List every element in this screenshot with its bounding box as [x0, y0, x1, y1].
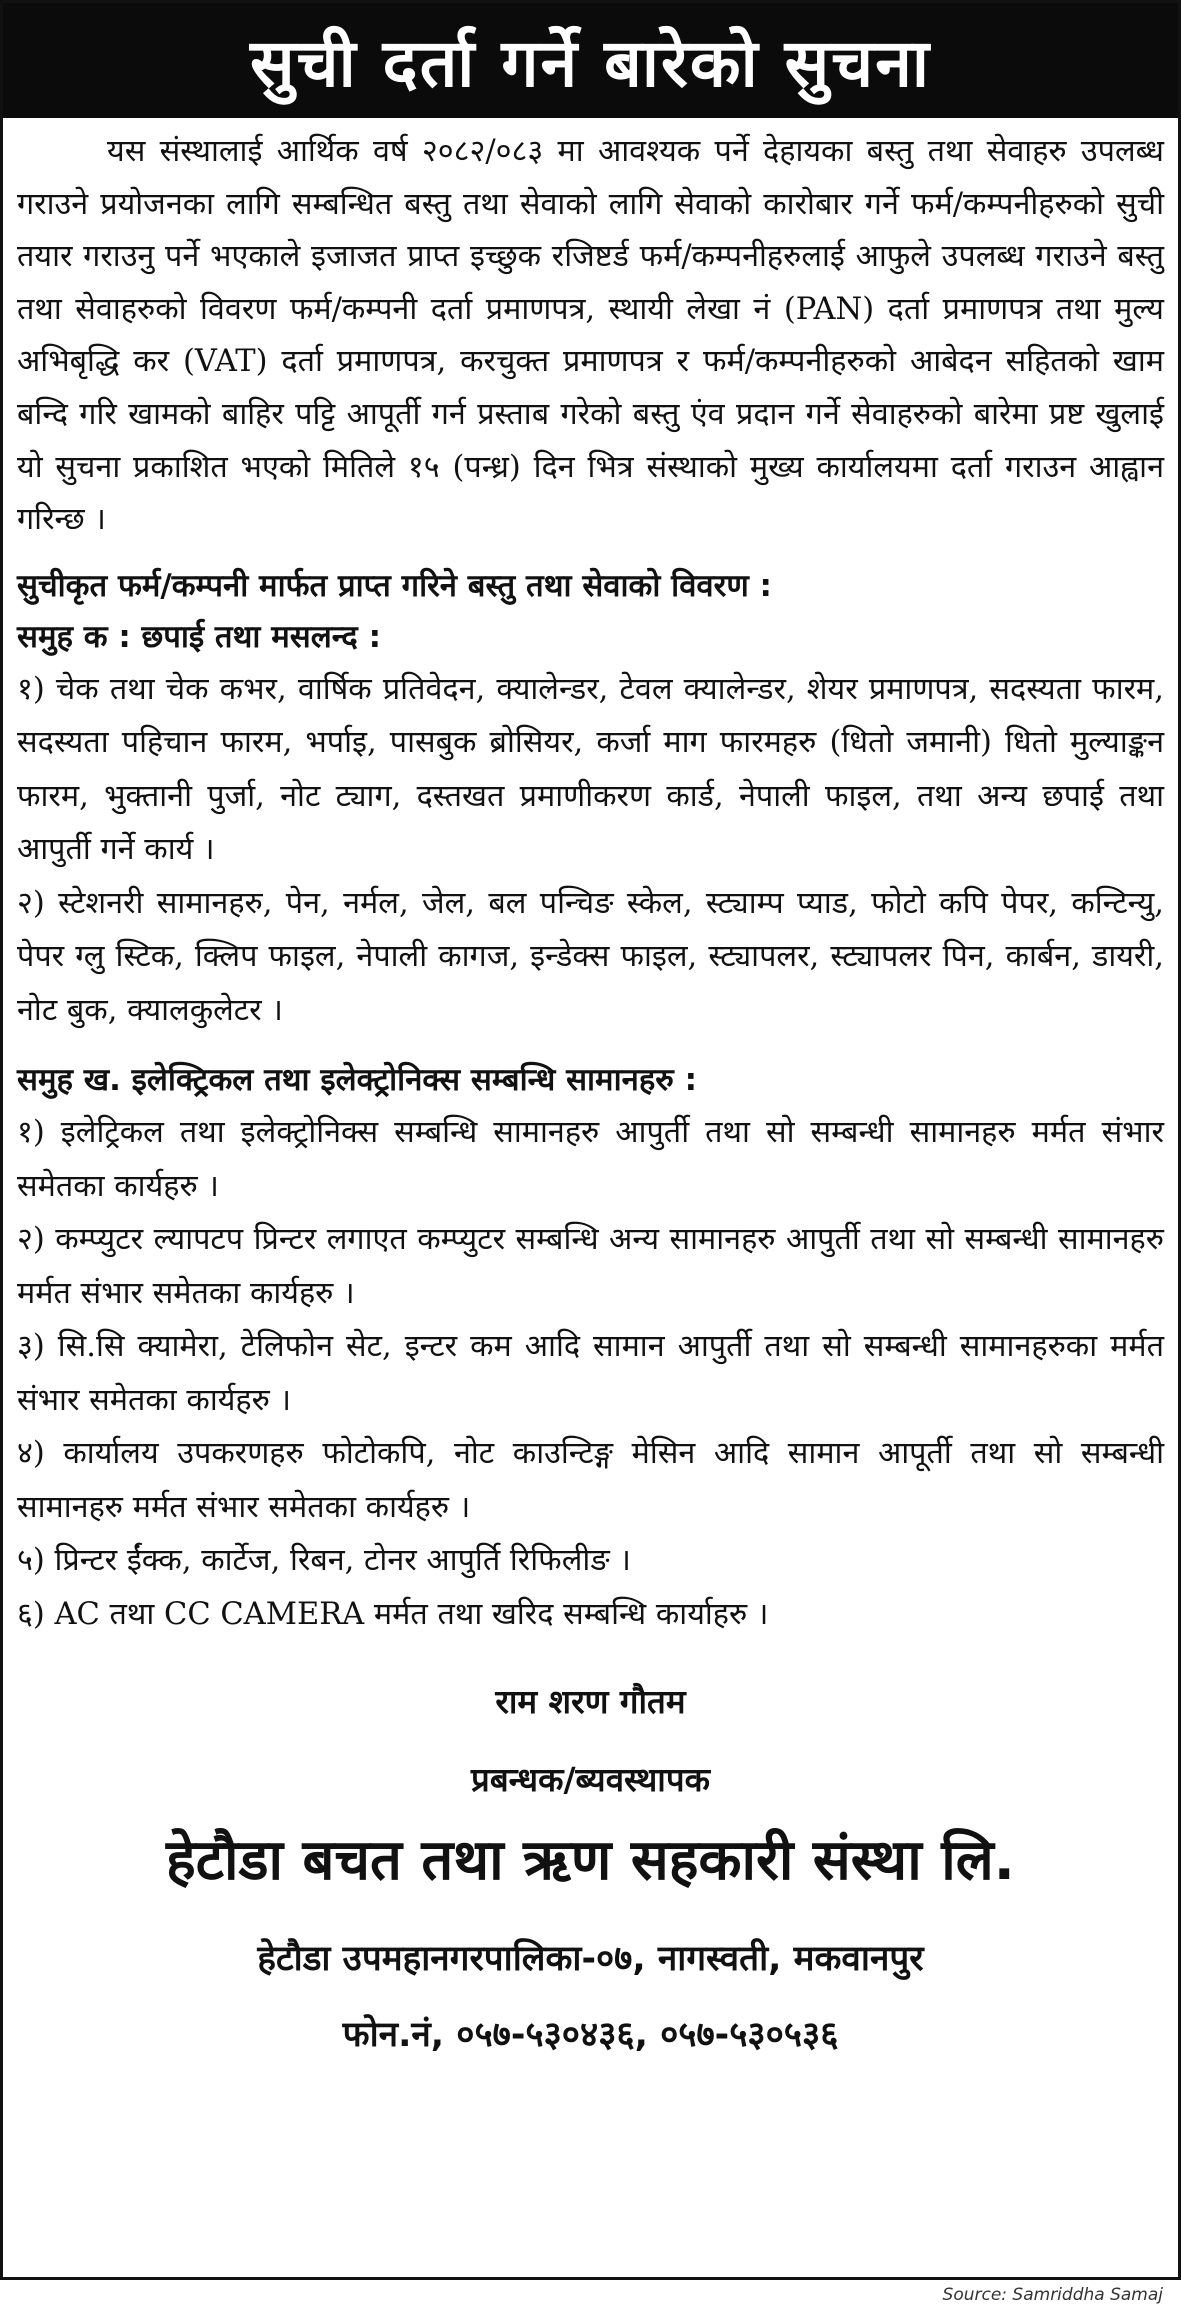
group-a-item-2: २) स्टेशनरी सामानहरु, पेन, नर्मल, जेल, बल पन्चिङ स्केल, स्ट्याम्प प्याड, फोटो कपि पेपर, कन्टिन्यु, पेपर ग्लु स्टिक, क्लिप फाइल, नेपाली कागज, इन्डेक्स फाइल, स्ट्यापलर, स्ट्यापलर पिन, कार्बन, डायरी, नोट बुक, क्यालकुलेटर । — [17, 885, 1164, 1028]
notice-content — [3, 118, 1178, 2063]
intro-paragraph: यस संस्थालाई आर्थिक वर्ष २०८२/०८३ मा आवश्यक पर्ने देहायका बस्तु तथा सेवाहरु उपलब्ध गराउने प्रयोजनका लागि सम्बन्धित बस्तु तथा सेवाको लागि सेवाको कारोबार गर्ने फर्म/कम्पनीहरुको सुची तयार गराउनु पर्ने भएकाले इजाजत प्राप्त इच्छुक रजिष्टर्ड फर्म/कम्पनीहरुलाई आफुले उपलब्ध गराउने बस्तु तथा सेवाहरुको विवरण फर्म/कम्पनी दर्ता प्रमाणपत्र, स्थायी लेखा नं (PAN) दर्ता प्रमाणपत्र तथा मुल्य अभिबृद्धि कर (VAT) दर्ता प्रमाणपत्र, करचुक्त प्रमाणपत्र र फर्म/कम्पनीहरुको आबेदन सहितको खाम बन्दि गरि खामको बाहिर पट्टि आपूर्ती गर्न प्रस्ताब गरेको बस्तु एंव प्रदान गर्ने सेवाहरुको बारेमा प्रष्ट खुलाई यो सुचना प्रकाशित भएको मितिले १५ (पन्ध्र) दिन भित्र संस्थाको मुख्य कार्यालयमा दर्ता गराउन आह्वान गरिन्छ । — [17, 134, 1164, 538]
signatory-name: राम शरण गौतम — [495, 1682, 686, 1722]
group-a-item-1: १) चेक तथा चेक कभर, वार्षिक प्रतिवेदन, क्यालेन्डर, टेवल क्यालेन्डर, शेयर प्रमाणपत्र, सदस्यता फारम, सदस्यता पहिचान फारम, भर्पाइ, पासबुक ब्रोसियर, कर्जा माग फारमहरु (धितो जमानी) धितो मुल्याङ्कन फारम, भुक्तानी पुर्जा, नोट ट्याग, दस्तखत प्रमाणीकरण कार्ड, नेपाली फाइल, तथा अन्य छपाई तथा आपुर्ती गर्ने कार्य । — [17, 671, 1164, 868]
section-heading: सुचीकृत फर्म/कम्पनी मार्फत प्राप्त गरिने बस्तु तथा सेवाको विवरण : — [17, 567, 772, 604]
group-b-item-3: ३) सि.सि क्यामेरा, टेलिफोन सेट, इन्टर कम आदि सामान आपुर्ती तथा सो सम्बन्धी सामानहरुका मर्मत संभार समेतका कार्यहरु । — [17, 1329, 1164, 1418]
group-b-item-6: ६) AC तथा CC CAMERA मर्मत तथा खरिद सम्बन्धि कार्याहरु । — [17, 1596, 769, 1632]
group-b-item-1: १) इलेट्रिकल तथा इलेक्ट्रोनिक्स सम्बन्धि सामानहरु आपुर्ती तथा सो सम्बन्धी सामानहरु मर्मत संभार समेतका कार्यहरु । — [17, 1115, 1164, 1204]
group-a-heading: समुह क : छपाई तथा मसलन्द : — [17, 618, 381, 655]
group-b-item-4: ४) कार्यालय उपकरणहरु फोटोकपि, नोट काउन्टिङ्ग मेसिन आदि सामान आपूर्ती तथा सो सम्बन्धी सामानहरु मर्मत संभार समेतका कार्यहरु । — [17, 1436, 1164, 1525]
group-b-item-2: २) कम्प्युटर ल्यापटप प्रिन्टर लगाएत कम्प्युटर सम्बन्धि अन्य सामानहरु आपुर्ती तथा सो सम्बन्धी सामानहरु मर्मत संभार समेतका कार्यहरु । — [17, 1222, 1164, 1311]
organization-name: हेटौडा बचत तथा ऋण सहकारी संस्था लि. — [166, 1828, 1015, 1894]
signatory-title: प्रबन्धक/ब्यवस्थापक — [471, 1760, 710, 1800]
notice-title: सुची दर्ता गर्ने बारेको सुचना — [3, 3, 1178, 118]
signature-block — [17, 1675, 1164, 1807]
source-credit: Source: Samriddha Samaj — [942, 2285, 1163, 2305]
group-b-item-5: ५) प्रिन्टर ईंक्क, कार्टेज, रिबन, टोनर आपुर्ति रिफिलीङ । — [17, 1543, 631, 1579]
organization-address: हेटौडा उपमहानगरपालिका-०७, नागस्वती, मकवानपुर — [257, 1939, 924, 1980]
group-b-heading: समुह ख. इलेक्ट्रिकल तथा इलेक्ट्रोनिक्स सम्बन्धि सामानहरु : — [17, 1062, 698, 1099]
organization-phone: फोन.नं, ०५७-५३०४३६, ०५७-५३०५३६ — [342, 2015, 839, 2056]
